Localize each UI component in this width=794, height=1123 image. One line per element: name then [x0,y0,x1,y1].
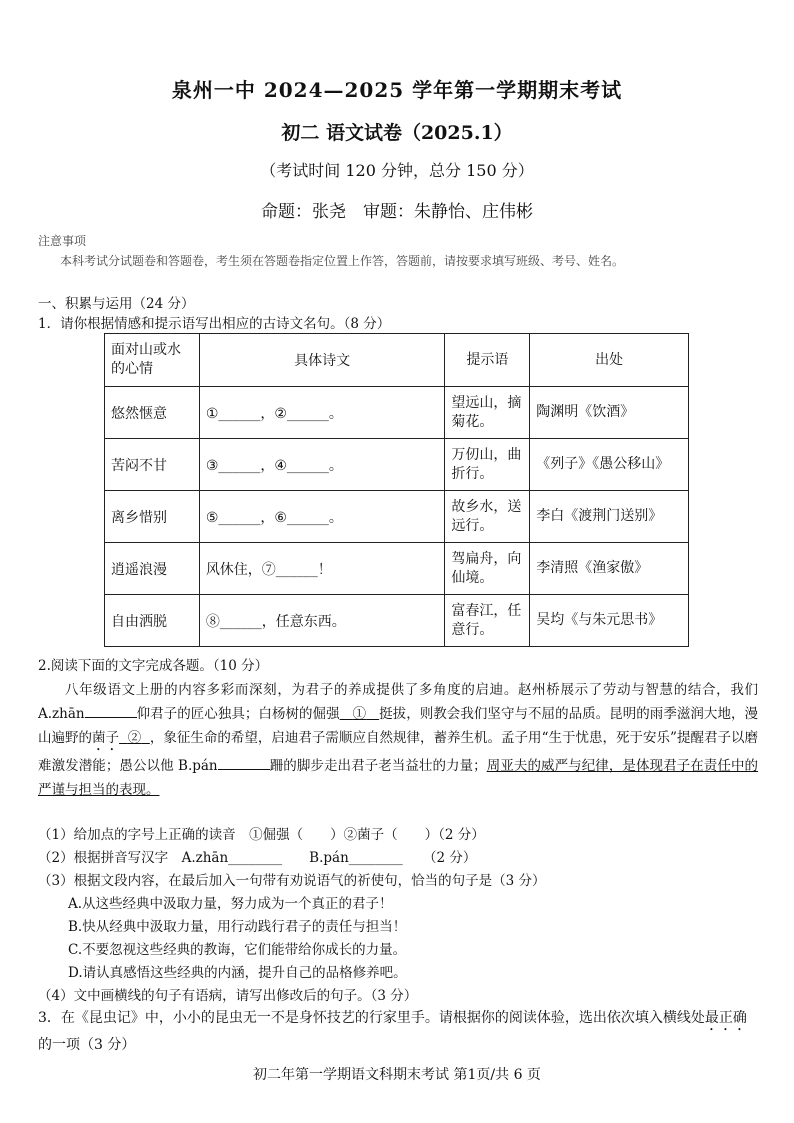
mood-cell: 悠然惬意 [105,387,200,439]
underlined-sentence: 周亚夫的威严与纪律，是体现君子在责任中的严谨与担当的表现。 [38,758,759,798]
hint-cell: 故乡水，送远行。 [445,491,530,543]
option-b: B.快从经典中汲取力量，用行动践行君子的责任与担当！ [68,919,407,935]
question-3-prompt [38,1007,758,1056]
header-text: 具体诗文 [199,334,445,387]
source-cell: 陶渊明《饮酒》 [530,387,689,439]
sub-question-1: （1）给加点的字号上正确的读音 ①倔强（ ）②菌子（ ）（2 分） [38,827,485,843]
hint-cell: 万仞山，曲折行。 [445,439,530,491]
page-footer: 初二年第一学期语文科期末考试 第1页/共 6 页 [253,1067,541,1083]
question-2-prompt: 2.阅读下面的文字完成各题。（10 分） [38,658,269,674]
blank-a [85,703,137,718]
mood-cell: 逍遥浪漫 [105,543,200,595]
poem-text-cell: ①______，②______。 [199,387,445,439]
table-row [105,439,689,491]
mood-cell: 自由洒脱 [105,595,200,647]
passage-text: 仰君子的匠心独具；白杨树的倔强 [136,706,340,722]
poem-text-cell: ⑧______，任意东西。 [199,595,445,647]
poem-text-cell: 风休住，⑦______！ [199,543,445,595]
poem-table [104,333,689,647]
exam-title: 泉州一中 2024—2025 学年第一学期期末考试 [171,78,623,102]
reading-passage [38,678,758,802]
dotted-word: 菌子 [92,730,120,746]
source-cell: 吴均《与朱元思书》 [530,595,689,647]
sub-question-3: （3）根据文段内容，在最后加入一句带有劝说语气的祈使句，恰当的句子是（3 分） [38,873,546,889]
notes-heading: 注意事项 [38,234,87,248]
question-1-prompt: 1．请你根据情感和提示语写出相应的古诗文名句。（8 分） [38,316,391,332]
source-cell: 《列子》《愚公移山》 [530,439,689,491]
table-row [105,491,689,543]
hint-cell: 望远山，摘菊花。 [445,387,530,439]
question-3-text: 3．在《昆虫记》中，小小的昆虫无一不是身怀技艺的行家里手。请根据你的阅读体验，选出依次填入横线处 [38,1010,705,1026]
hint-cell: 富春江，任意行。 [445,595,530,647]
blank-1-label: ① [352,706,367,722]
blank-b [218,755,270,770]
sub-question-4: （4）文中画横线的句子有语病，请写出修改后的句子。（3 分） [38,988,418,1004]
question-2-block [38,654,758,802]
hint-cell: 驾扁舟，向仙境。 [445,543,530,595]
mood-cell: 离乡惜别 [105,491,200,543]
question-3-emphasis: 最正确 [704,1010,747,1026]
table-row [105,543,689,595]
table-row [105,387,689,439]
poem-text-cell: ⑤______，⑥______。 [199,491,445,543]
blank-2-label: ② [127,730,142,746]
question-3-text-end: 的一项（3 分） [38,1037,136,1053]
exam-authors: 命题：张尧 审题：朱静怡、庄伟彬 [261,202,533,222]
header-source: 出处 [530,334,689,387]
header-hint: 提示语 [445,334,530,387]
table-header-row [105,334,689,387]
option-d: D.请认真感悟这些经典的内涵，提升自己的品格修养吧。 [68,965,407,981]
passage-text: ，象征生命的希望，启迪君子需顺应自然规律，蓄养生机。孟子用“生于忧患，死于安乐”提醒君子以磨难激发潜能；愚公以他 B.pán [38,730,759,774]
header-mood: 面对山或水的心情 [105,334,200,387]
option-c: C.不要忽视这些经典的教诲，它们能带给你成长的力量。 [68,942,407,958]
passage-text: 挺拔，则教会我们坚守与不屈的品质。昆明的雨季滋润大地，漫山遍野的 [38,706,759,746]
passage-text: 跚的脚步走出君子老当益壮的力量； [269,758,487,774]
mood-cell: 苦闷不甘 [105,439,200,491]
exam-time-info: （考试时间 120 分钟，总分 150 分） [260,161,534,180]
sub-question-2: （2）根据拼音写汉字 A.zhān________ B.pán________ （2 分） [38,850,477,866]
source-cell: 李清照《渔家傲》 [530,543,689,595]
passage-text: 八年级语文上册的内容多彩而深刻，为君子的养成提供了多角度的启迪。赵州桥展示了劳动与智慧的结合，我们 A.zhān [38,682,758,722]
section-heading: 一、积累与运用（24 分） [38,296,195,312]
blank-1 [340,706,380,722]
option-a: A.从这些经典中汲取力量，努力成为一个真正的君子！ [68,896,393,912]
poem-text-cell: ③______，④______。 [199,439,445,491]
notes-text: 本科考试分试题卷和答题卷，考生须在答题卷指定位置上作答，答题前，请按要求填写班级、考号、姓名。 [60,254,625,268]
exam-subtitle: 初二 语文试卷（2025.1） [281,122,513,144]
blank-2 [119,730,150,746]
source-cell: 李白《渡荆门送别》 [530,491,689,543]
table-row [105,595,689,647]
